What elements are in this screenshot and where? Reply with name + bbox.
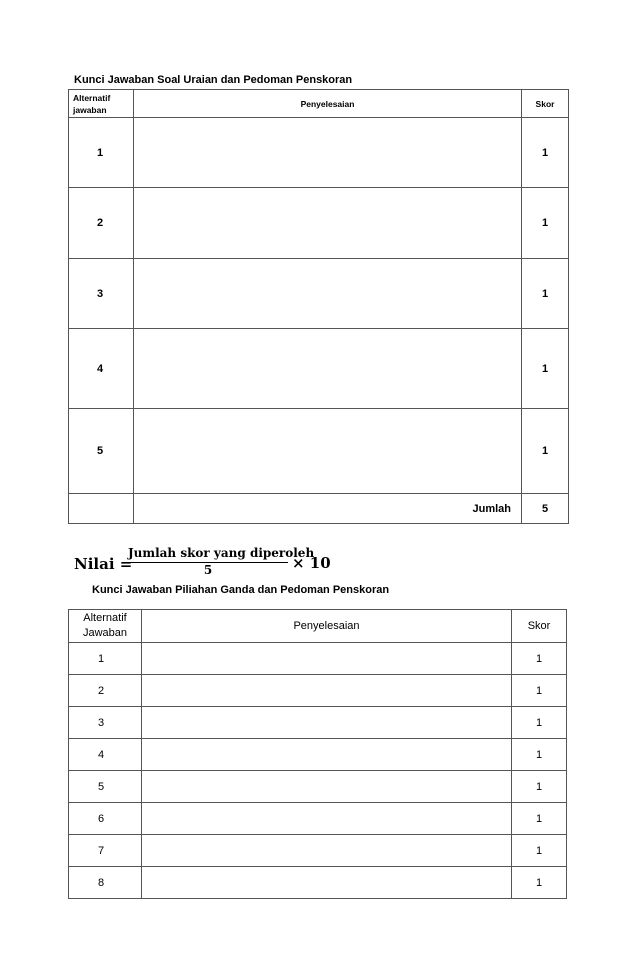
header-penyelesaian: Penyelesaian <box>142 610 512 643</box>
row-number: 2 <box>69 188 134 259</box>
row-score: 1 <box>512 803 567 835</box>
table-header-row <box>69 90 569 118</box>
row-score: 1 <box>522 259 569 329</box>
row-number: 4 <box>69 329 134 409</box>
row-score: 1 <box>512 707 567 739</box>
table-row <box>69 707 567 739</box>
formula-denominator: 5 <box>203 563 213 577</box>
row-score: 1 <box>522 329 569 409</box>
row-score: 1 <box>512 739 567 771</box>
row-score: 1 <box>512 675 567 707</box>
header-penyelesaian: Penyelesaian <box>134 90 522 118</box>
row-number: 7 <box>69 835 142 867</box>
row-score: 1 <box>512 867 567 899</box>
row-score: 1 <box>512 643 567 675</box>
row-number: 1 <box>69 643 142 675</box>
row-number: 5 <box>69 771 142 803</box>
table-header-row <box>69 610 567 643</box>
table-row <box>69 675 567 707</box>
row-score: 1 <box>522 409 569 494</box>
formula-numerator: Jumlah skor yang diperoleh <box>128 546 288 563</box>
table-row <box>69 259 569 329</box>
row-solution <box>134 409 522 494</box>
row-number: 3 <box>69 259 134 329</box>
table-row <box>69 739 567 771</box>
row-number: 5 <box>69 409 134 494</box>
row-solution <box>142 643 512 675</box>
essay-answer-table <box>68 89 569 524</box>
row-solution <box>142 707 512 739</box>
formula-multiplier: × 10 <box>292 554 331 572</box>
mc-answer-table <box>68 609 567 899</box>
row-score: 1 <box>522 118 569 188</box>
row-solution <box>134 118 522 188</box>
table-row <box>69 835 567 867</box>
total-empty-cell <box>69 494 134 524</box>
row-solution <box>142 835 512 867</box>
total-label: Jumlah <box>134 494 522 524</box>
mc-section-title: Kunci Jawaban Piliahan Ganda dan Pedoman Penskoran <box>92 584 390 596</box>
row-number: 1 <box>69 118 134 188</box>
row-number: 4 <box>69 739 142 771</box>
row-number: 6 <box>69 803 142 835</box>
total-value: 5 <box>522 494 569 524</box>
row-number: 2 <box>69 675 142 707</box>
row-solution <box>142 675 512 707</box>
essay-section-title: Kunci Jawaban Soal Uraian dan Pedoman Penskoran <box>74 74 353 86</box>
total-row <box>69 494 569 524</box>
row-solution <box>134 259 522 329</box>
table-row <box>69 643 567 675</box>
row-solution <box>142 867 512 899</box>
row-solution <box>142 803 512 835</box>
header-skor: Skor <box>522 90 569 118</box>
table-row <box>69 771 567 803</box>
formula-label: Nilai = <box>74 555 133 573</box>
table-row <box>69 188 569 259</box>
row-score: 1 <box>512 771 567 803</box>
row-solution <box>142 771 512 803</box>
table-row <box>69 867 567 899</box>
table-row <box>69 409 569 494</box>
table-row <box>69 329 569 409</box>
row-solution <box>134 188 522 259</box>
row-number: 3 <box>69 707 142 739</box>
table-row <box>69 118 569 188</box>
header-alternatif: Alternatif jawaban <box>69 90 134 118</box>
row-solution <box>134 329 522 409</box>
row-number: 8 <box>69 867 142 899</box>
header-skor: Skor <box>512 610 567 643</box>
header-alternatif: Alternatif Jawaban <box>69 610 142 643</box>
row-solution <box>142 739 512 771</box>
row-score: 1 <box>522 188 569 259</box>
table-row <box>69 803 567 835</box>
row-score: 1 <box>512 835 567 867</box>
